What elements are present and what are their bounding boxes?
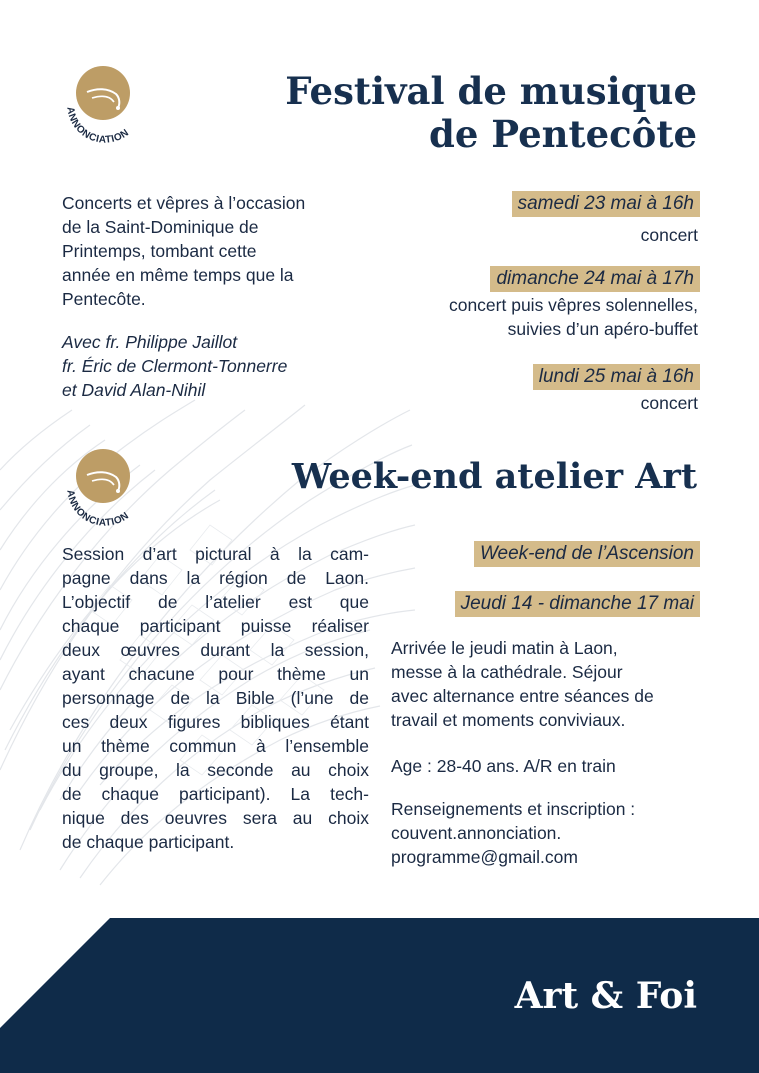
- festival-title-line: de Pentecôte: [428, 112, 697, 156]
- session-line: pagne dans la région de Laon.: [62, 568, 369, 588]
- date-description: [449, 293, 698, 341]
- description-line: concert: [640, 393, 698, 413]
- session-line: deux œuvres durant la session,: [62, 640, 369, 660]
- intro-line: de la Saint-Dominique de: [62, 217, 259, 237]
- arrival-line: Arrivée le jeudi matin à Laon,: [391, 638, 618, 658]
- session-line: L’objectif de l’atelier est que: [62, 592, 369, 612]
- quill-icon: [62, 62, 152, 152]
- dates-badge: Jeudi 14 - dimanche 17 mai: [455, 591, 700, 617]
- date-description: [641, 391, 698, 415]
- description-line: concert puis vêpres solennelles,: [448, 295, 698, 315]
- logo-text: ANNONCIATION: [64, 106, 132, 146]
- contact-email: programme@gmail.com: [391, 847, 578, 867]
- artist-line: fr. Éric de Clermont-Tonnerre: [62, 356, 288, 376]
- contact-info: [391, 797, 701, 869]
- annonciation-logo: [62, 62, 152, 152]
- artist-line: et David Alan-Nihil: [62, 380, 206, 400]
- arrival-line: messe à la cathédrale. Séjour: [391, 662, 623, 682]
- atelier-title: Week-end atelier Art: [291, 456, 697, 497]
- session-line: du groupe, la seconde au choix: [62, 760, 369, 780]
- age-info: [391, 754, 701, 778]
- svg-text:ANNONCIATION: [64, 106, 131, 146]
- contact-email: couvent.annonciation.: [391, 823, 562, 843]
- date-badge: dimanche 24 mai à 17h: [490, 266, 700, 292]
- description-line: suivies d’un apéro-buffet: [507, 319, 698, 339]
- session-line: nique des oeuvres sera au choix: [62, 808, 369, 828]
- arrival-line: avec alternance entre séances de: [391, 686, 654, 706]
- intro-line: Printemps, tombant cette: [62, 241, 257, 261]
- date-description: [641, 223, 698, 247]
- session-line: chaque participant puisse réaliser: [62, 616, 369, 636]
- annonciation-logo: [62, 445, 152, 535]
- artist-line: Avec fr. Philippe Jaillot: [62, 332, 238, 352]
- festival-title-line: Festival de musique: [285, 69, 697, 113]
- age-line: Age : 28-40 ans. A/R en train: [391, 756, 616, 776]
- session-line: Session d’art pictural à la cam-: [62, 544, 369, 564]
- festival-title: [247, 70, 697, 156]
- intro-line: Pentecôte.: [62, 289, 146, 309]
- session-line: de chaque participant.: [62, 832, 235, 852]
- session-line: de chaque participant). La tech-: [62, 784, 369, 804]
- weekend-badge: Week-end de l’Ascension: [474, 541, 700, 567]
- arrival-info: [391, 636, 701, 732]
- festival-intro: [62, 191, 362, 311]
- footer-title: Art & Foi: [514, 975, 697, 1017]
- atelier-description: [62, 542, 369, 854]
- date-badge: lundi 25 mai à 16h: [533, 364, 700, 390]
- arrival-line: travail et moments conviviaux.: [391, 710, 626, 730]
- description-line: concert: [640, 225, 698, 245]
- session-line: ces deux figures bibliques étant: [62, 712, 369, 732]
- svg-text:ANNONCIATION: [64, 489, 131, 529]
- intro-line: année en même temps que la: [62, 265, 294, 285]
- session-line: personnage de la Bible (l’une de: [62, 688, 369, 708]
- session-line: un thème commun à l’ensemble: [62, 736, 369, 756]
- session-line: ayant chacune pour thème un: [62, 664, 369, 684]
- date-badge: samedi 23 mai à 16h: [512, 191, 700, 217]
- quill-icon: [62, 445, 152, 535]
- contact-line: Renseignements et inscription :: [391, 799, 636, 819]
- intro-line: Concerts et vêpres à l’occasion: [62, 193, 306, 213]
- festival-artists: [62, 330, 362, 402]
- logo-text: ANNONCIATION: [64, 489, 132, 529]
